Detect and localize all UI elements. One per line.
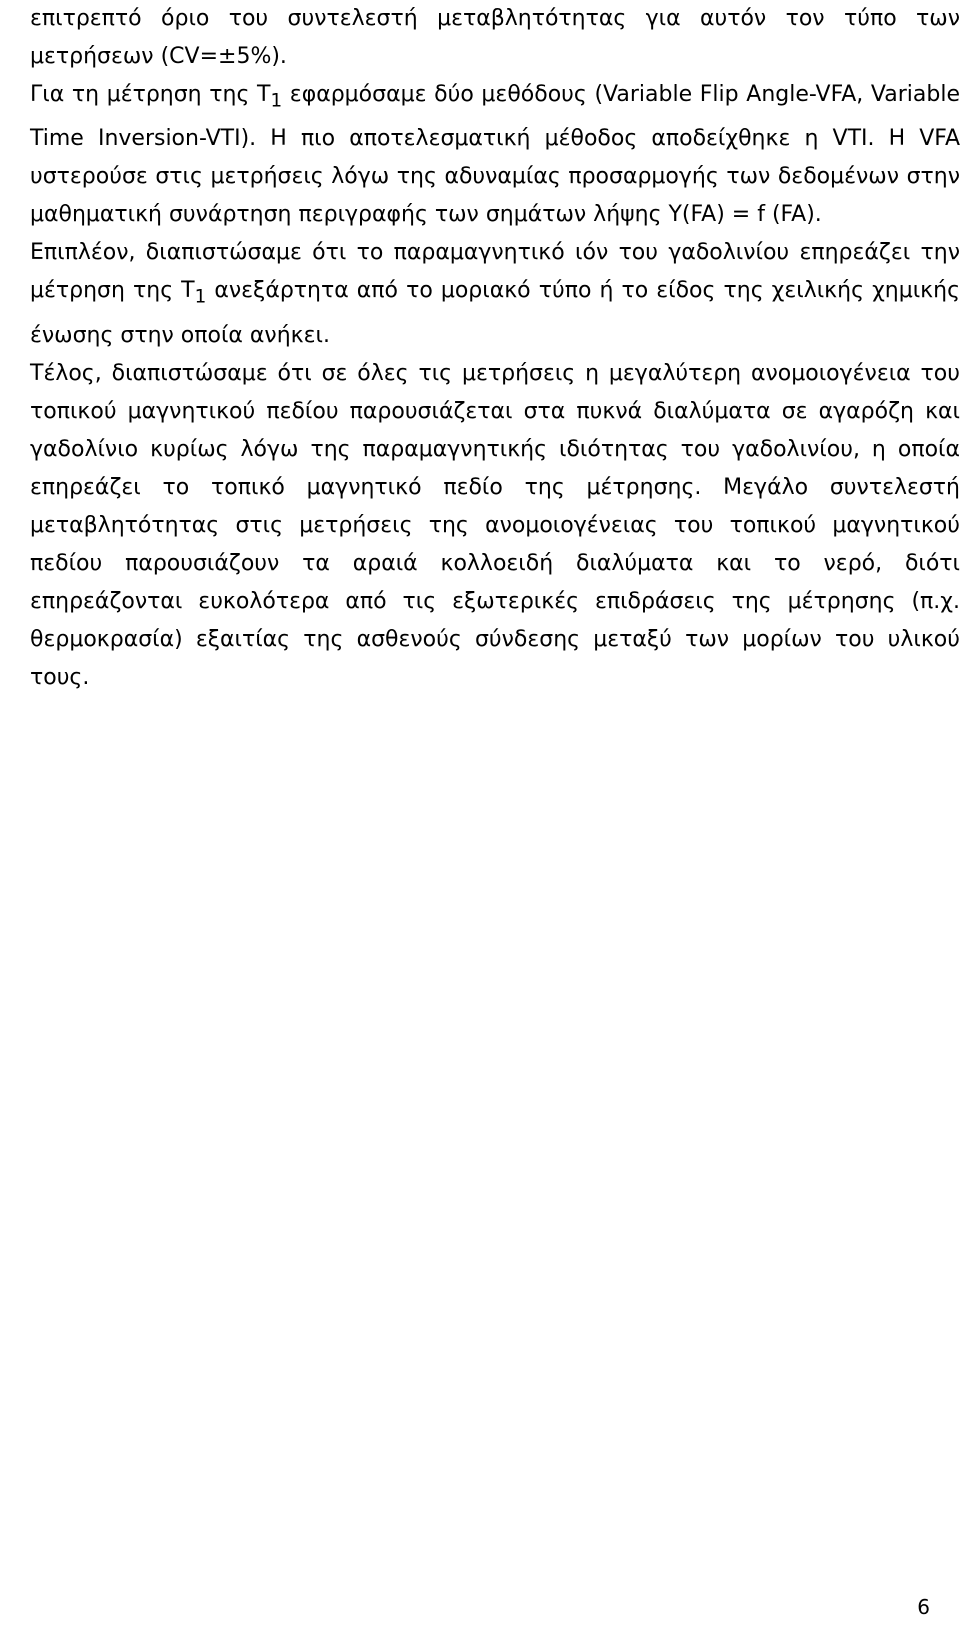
page-number: 6: [917, 1595, 930, 1619]
paragraph-text: επιτρεπτό όριο του συντελεστή μεταβλητότητας για αυτόν τον τύπο των μετρήσεων (CV=±5%).: [30, 6, 960, 69]
subscript-1: 1: [270, 90, 283, 112]
paragraph-text: ανεξάρτητα από το μοριακό τύπο ή το είδος της χειλικής χημικής ένωσης στην οποία ανήκει.: [30, 278, 960, 348]
paragraph-text: Τέλος, διαπιστώσαμε ότι σε όλες τις μετρήσεις η μεγαλύτερη ανομοιογένεια του τοπικού μαγνητικού πεδίου παρουσιάζεται στα πυκνά διαλύματα σε αγαρόζη και γαδολίνιο κυρίως λόγω της παραμαγνητικής ιδιότητας του γαδολινίου, η οποία επηρεάζει το τοπικό μαγνητικό πεδίο της μέτρησης. Μεγάλο συντελεστή μεταβλητότητας στις μετρήσεις της ανομοιογένειας του τοπικού μαγνητικού πεδίου παρουσιάζουν τα αραιά κολλοειδή διαλύματα και το νερό, διότι επηρεάζονται ευκολότερα από τις εξωτερικές επιδράσεις της μέτρησης (π.χ. θερμοκρασία) εξαιτίας της ασθενούς σύνδεσης μεταξύ των μορίων του υλικού τους.: [30, 360, 960, 690]
paragraph-conclusion: [30, 355, 960, 697]
paragraph-text: εφαρμόσαμε δύο μεθόδους (Variable Flip Angle-VFA, Variable Time Inversion-VTI). Η πιο αποτελεσματική μέθοδος αποδείχθηκε η VTI. Η VFA υστερούσε στις μετρήσεις λόγω της αδυναμίας προσαρμογής των δεδομένων στην μαθηματική συνάρτηση περιγραφής των σημάτων λήψης Y(FA) = f (FA).: [30, 82, 960, 228]
paragraph-t1-methods: [30, 76, 960, 234]
paragraph-gadolinium-effect: [30, 234, 960, 354]
paragraph-text: Επιπλέον, διαπιστώσαμε ότι το παραμαγνητικό ιόν του γαδολινίου επηρεάζει την μέτρηση της Τ: [30, 240, 960, 304]
paragraph-text: Για τη μέτρηση της Τ: [30, 82, 271, 107]
paragraph-cv-limit: [30, 0, 960, 76]
subscript-1: 1: [194, 286, 207, 308]
document-page: [30, 0, 960, 697]
